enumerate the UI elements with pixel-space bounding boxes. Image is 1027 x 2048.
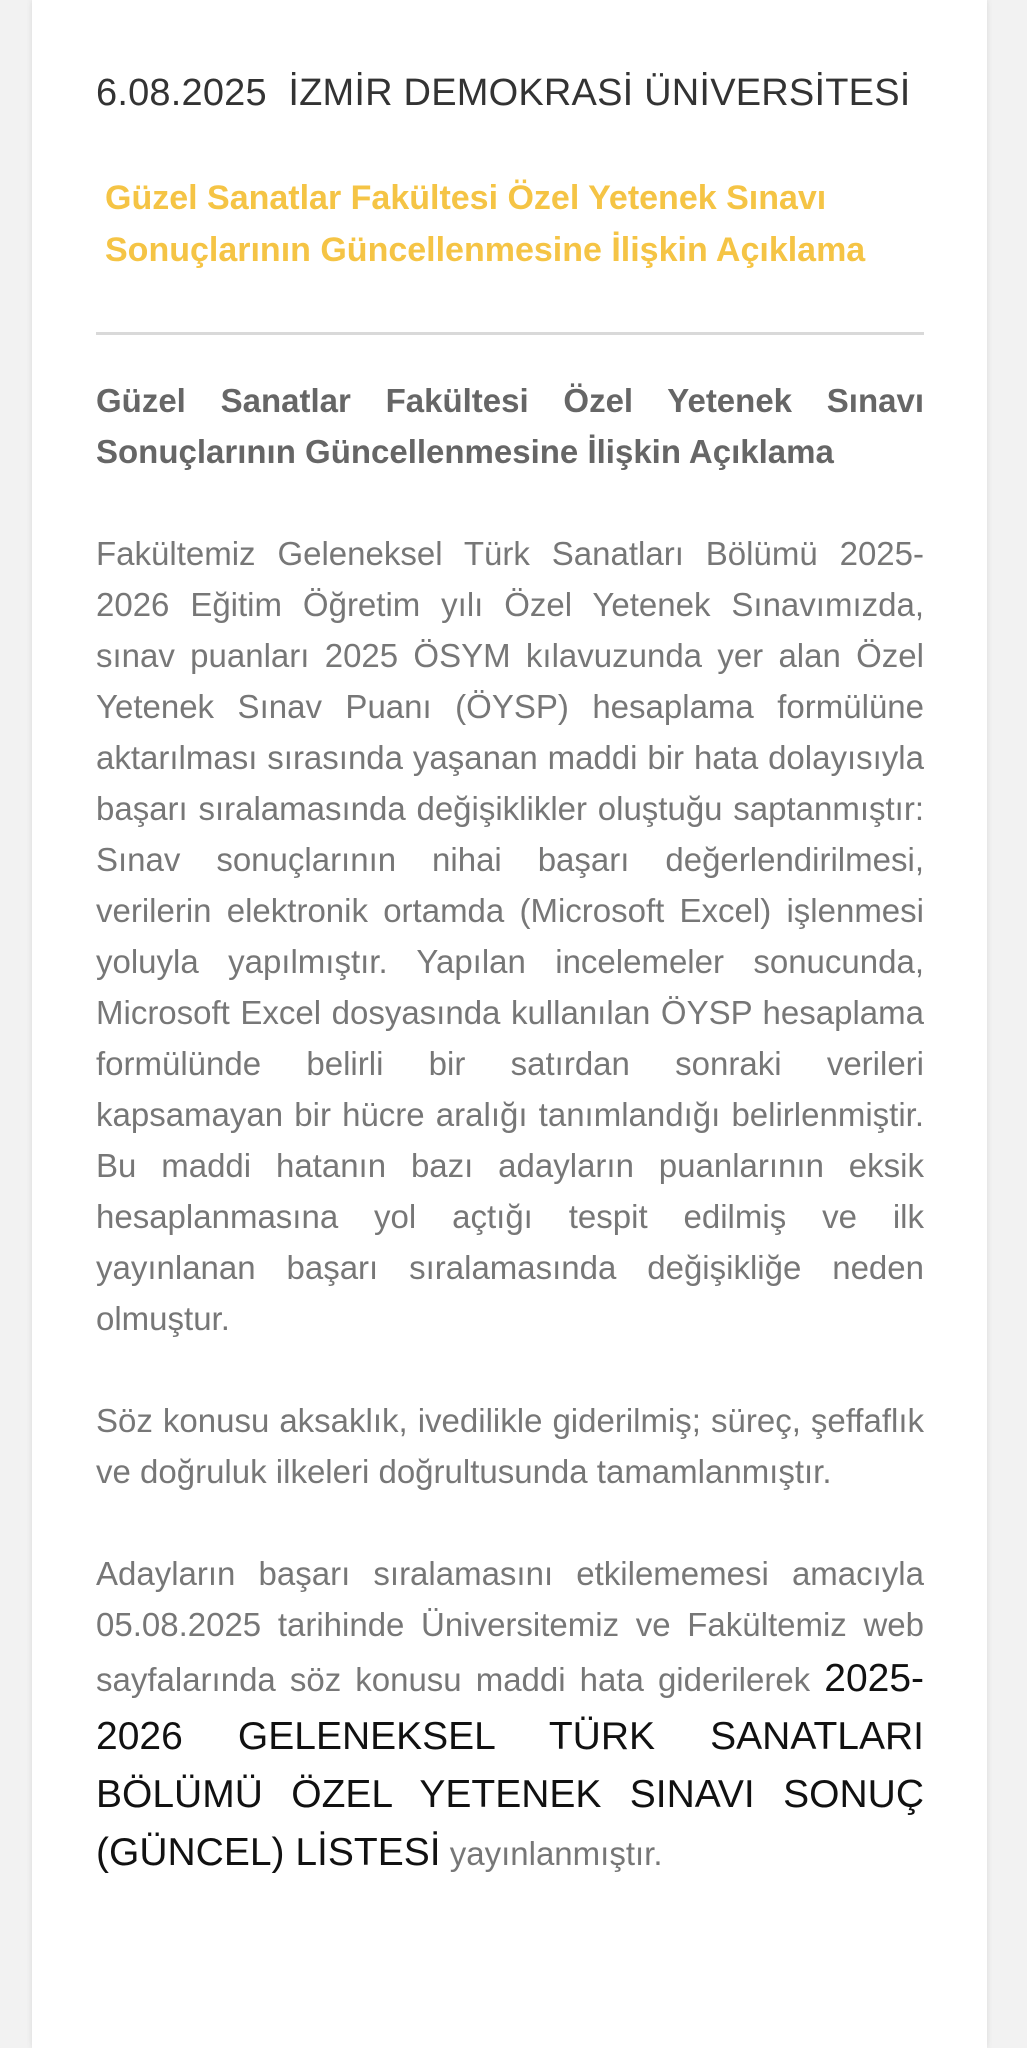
article-card (32, 0, 987, 2048)
page-title (96, 72, 924, 115)
article-title: Güzel Sanatlar Fakültesi Özel Yetenek Sınavı Sonuçlarının Güncellenmesine İlişkin Açıklama (96, 382, 924, 470)
news-date: 6.08.2025 (96, 72, 267, 114)
university-name: İZMİR DEMOKRASİ ÜNİVERSİTESİ (288, 72, 911, 114)
paragraph-2: Söz konusu aksaklık, ivedilikle giderilmiş; süreç, şeffaflık ve doğruluk ilkeleri doğrultusunda tamamlanmıştır. (96, 1402, 924, 1490)
paragraph-3-start: Adayların başarı sıralamasını etkilememesi amacıyla 05.08.2025 tarihinde Üniversitemiz ve Fakültemiz web sayfalarında söz konusu maddi hata giderilerek (96, 1555, 924, 1698)
paragraph-3-end: yayınlanmıştır. (440, 1835, 663, 1872)
results-list-name: 2025-2026 GELENEKSEL TÜRK SANATLARI BÖLÜMÜ ÖZEL YETENEK SINAVI SONUÇ (GÜNCEL) LİSTESİ (96, 1657, 924, 1874)
news-headline: Güzel Sanatlar Fakültesi Özel Yetenek Sınavı Sonuçlarının Güncellenmesine İlişkin Açıklama (105, 179, 866, 269)
article-body (96, 375, 924, 1933)
divider (96, 332, 924, 335)
paragraph-3 (96, 1548, 924, 1882)
paragraph-1: Fakültemiz Geleneksel Türk Sanatları Bölümü 2025-2026 Eğitim Öğretim yılı Özel Yetenek Sınavımızda, sınav puanları 2025 ÖSYM kılavuzunda yer alan Özel Yetenek Sınav Puanı (ÖYSP) hesaplama formülüne aktarılması sırasında yaşanan maddi bir hata dolayısıyla başarı sıralamasında değişiklikler oluştuğu saptanmıştır: Sınav sonuçlarının nihai başarı değerlendirilmesi, verilerin elektronik ortamda (Microsoft Excel) işlenmesi yoluyla yapılmıştır. Yapılan incelemeler sonucunda, Microsoft Excel dosyasında kullanılan ÖYSP hesaplama formülünde belirli bir satırdan sonraki verileri kapsamayan bir hücre aralığı tanımlandığı belirlenmiştir. Bu maddi hatanın bazı adayların puanlarının eksik hesaplanmasına yol açtığı tespit edilmiş ve ilk yayınlanan başarı sıralamasında değişikliğe neden olmuştur. (96, 535, 924, 1337)
